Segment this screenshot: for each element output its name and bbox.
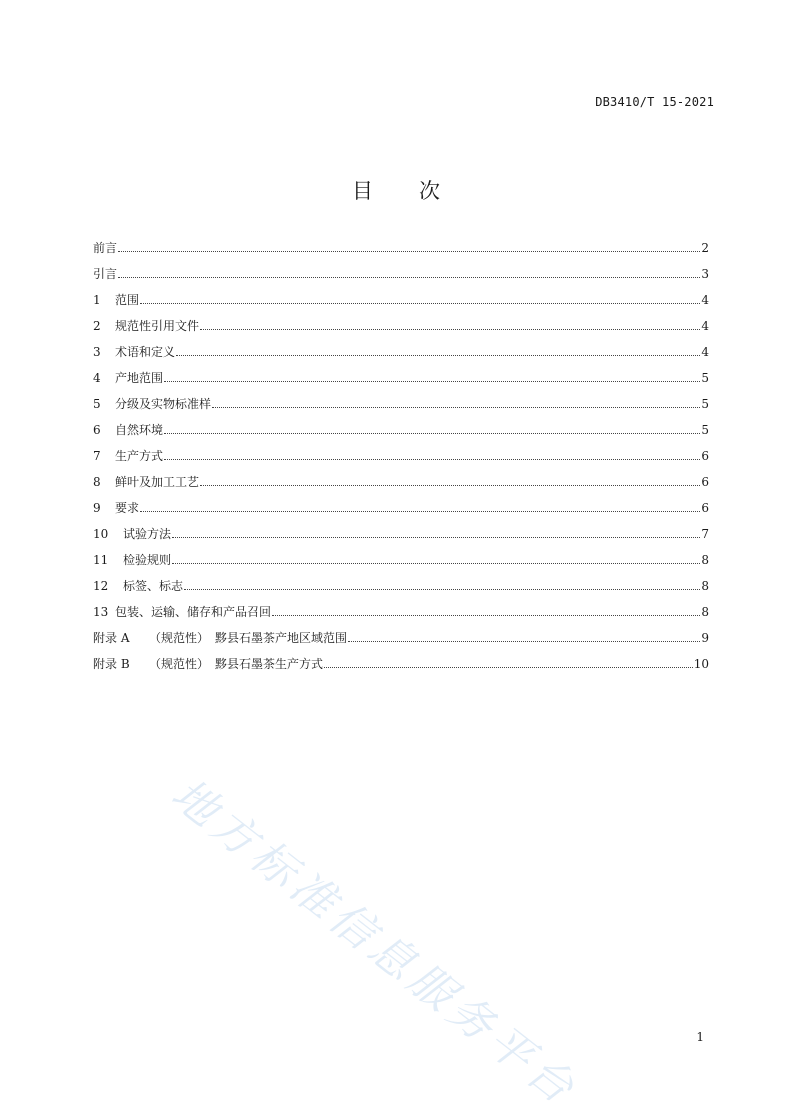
title-char-2: 次 [419,179,440,203]
toc-entry-appendix-b[interactable] [93,656,709,682]
toc-entry-label: 标签、标志 [123,579,184,593]
toc-entry-9[interactable] [93,500,709,526]
toc-entry-label: 范围 [115,293,140,307]
toc-leader-dots [184,588,700,590]
toc-entry-page: 5 [701,423,709,437]
toc-leader-dots [176,354,700,356]
page-number: 1 [696,1030,704,1044]
toc-leader-dots [212,406,700,408]
toc-entry-label: 规范性引用文件 [115,319,200,333]
toc-entry-4[interactable] [93,370,709,396]
toc-entry-5[interactable] [93,396,709,422]
toc-entry-13[interactable] [93,604,709,630]
toc-entry-number: 4 [93,371,101,385]
toc-entry-7[interactable] [93,448,709,474]
toc-entry-appendix-a[interactable] [93,630,709,656]
toc-entry-number: 10 [93,527,109,541]
toc-entry-number: 2 [93,319,101,333]
toc-entry-number: 5 [93,397,101,411]
toc-entry-number: 9 [93,501,101,515]
toc-entry-page: 8 [701,579,709,593]
toc-leader-dots [118,250,700,252]
toc-entry-3[interactable] [93,344,709,370]
toc-leader-dots [140,510,700,512]
toc-leader-dots [324,666,693,668]
toc-entry-10[interactable] [93,526,709,552]
toc-entry-number: 11 [93,553,109,567]
toc-list [93,240,709,682]
toc-leader-dots [164,458,700,460]
watermark-text: 地方标准信息服务平台 [161,768,588,1117]
toc-leader-dots [172,536,700,538]
toc-entry-label: 前言 [93,241,118,255]
toc-entry-number: 6 [93,423,101,437]
page-title [0,175,792,205]
toc-entry-page: 9 [701,631,709,645]
toc-entry-8[interactable] [93,474,709,500]
toc-entry-number: 3 [93,345,101,359]
toc-leader-dots [200,328,700,330]
toc-entry-number: 1 [93,293,101,307]
toc-entry-number: 13 [93,605,109,619]
toc-entry-number: 7 [93,449,101,463]
toc-entry-page: 10 [693,657,709,671]
toc-entry-label: （规范性） 黟县石墨茶产地区域范围 [149,631,348,645]
toc-entry-label: （规范性） 黟县石墨茶生产方式 [149,657,324,671]
toc-entry-page: 8 [701,605,709,619]
toc-entry-page: 4 [701,319,709,333]
toc-leader-dots [164,380,700,382]
toc-entry-label: 引言 [93,267,118,281]
toc-entry-6[interactable] [93,422,709,448]
toc-entry-1[interactable] [93,292,709,318]
toc-entry-page: 6 [701,449,709,463]
toc-entry-label: 试验方法 [123,527,172,541]
toc-entry-page: 6 [701,475,709,489]
toc-entry-label: 鲜叶及加工工艺 [115,475,200,489]
toc-leader-dots [140,302,700,304]
toc-entry-page: 5 [701,371,709,385]
toc-leader-dots [272,614,700,616]
toc-leader-dots [172,562,700,564]
toc-entry-12[interactable] [93,578,709,604]
toc-entry-label: 自然环境 [115,423,164,437]
toc-entry-label: 术语和定义 [115,345,176,359]
toc-entry-page: 8 [701,553,709,567]
toc-entry-label: 检验规则 [123,553,172,567]
toc-entry-introduction[interactable] [93,266,709,292]
toc-entry-foreword[interactable] [93,240,709,266]
toc-leader-dots [118,276,700,278]
toc-entry-page: 5 [701,397,709,411]
toc-entry-label: 包装、运输、储存和产品召回 [115,605,272,619]
toc-entry-page: 2 [701,241,709,255]
toc-leader-dots [348,640,700,642]
toc-entry-2[interactable] [93,318,709,344]
toc-entry-label: 分级及实物标准样 [115,397,212,411]
toc-entry-number: 12 [93,579,109,593]
toc-entry-page: 4 [701,293,709,307]
toc-entry-number: 8 [93,475,101,489]
toc-leader-dots [200,484,700,486]
title-char-1: 目 [352,179,373,203]
toc-entry-label: 产地范围 [115,371,164,385]
toc-entry-label: 生产方式 [115,449,164,463]
toc-leader-dots [164,432,700,434]
toc-entry-number: 附录 A [93,631,130,645]
toc-entry-page: 6 [701,501,709,515]
toc-entry-page: 7 [701,527,709,541]
toc-entry-11[interactable] [93,552,709,578]
toc-entry-page: 3 [701,267,709,281]
document-code: DB3410/T 15-2021 [595,95,714,109]
toc-entry-label: 要求 [115,501,140,515]
toc-entry-number: 附录 B [93,657,130,671]
toc-entry-page: 4 [701,345,709,359]
